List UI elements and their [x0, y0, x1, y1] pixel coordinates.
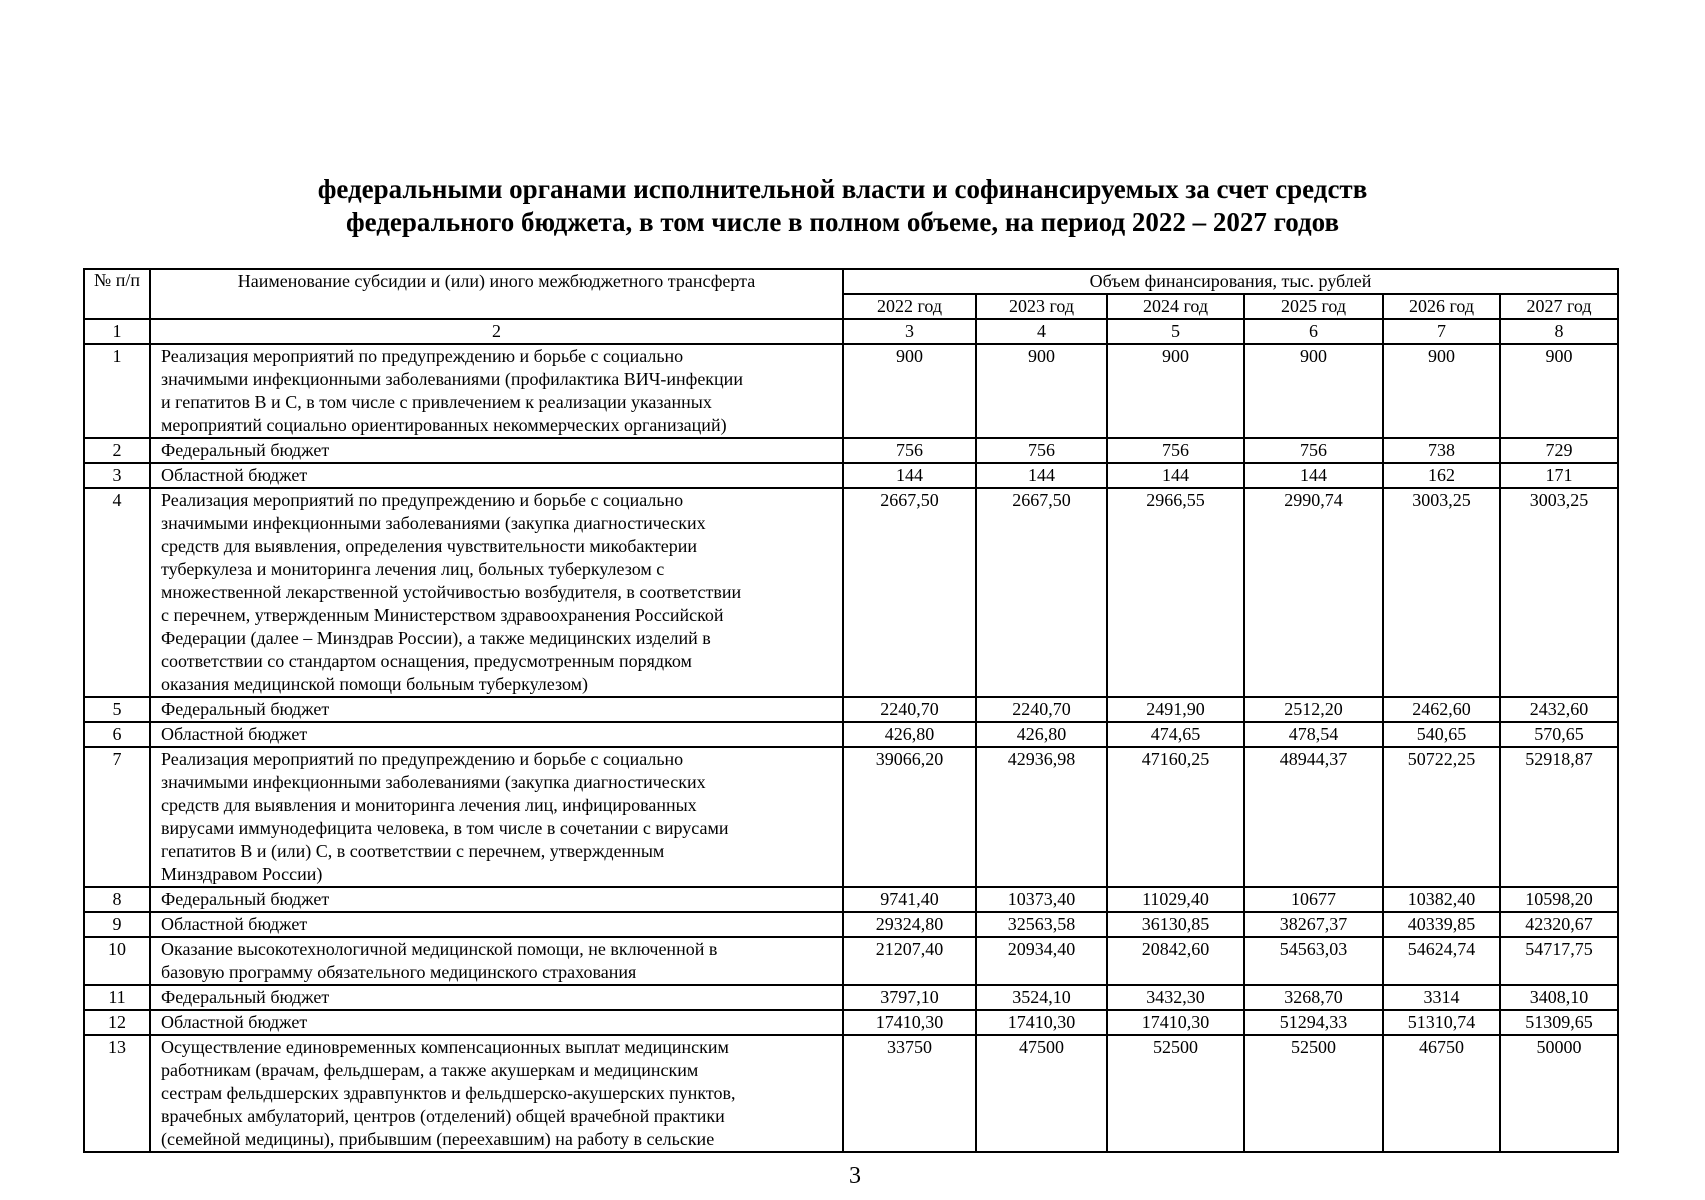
row-number: 5 — [84, 697, 150, 722]
transfer-name-line: множественной лекарственной устойчивостью возбудителя, в соответствии — [161, 582, 742, 602]
transfer-name-line: Областной бюджет — [161, 1012, 308, 1032]
funding-value: 11029,40 — [1107, 887, 1244, 912]
header-year: 2022 год — [843, 294, 976, 319]
funding-value: 54624,74 — [1383, 937, 1500, 985]
row-number: 3 — [84, 463, 150, 488]
transfer-name-line: оказания медицинской помощи больным туберкулезом) — [161, 674, 589, 694]
transfer-name — [150, 985, 843, 1010]
funding-value: 144 — [976, 463, 1107, 488]
transfer-name — [150, 937, 843, 985]
funding-value: 46750 — [1383, 1035, 1500, 1152]
funding-value: 162 — [1383, 463, 1500, 488]
funding-value: 39066,20 — [843, 747, 976, 887]
transfer-name — [150, 722, 843, 747]
funding-value: 3408,10 — [1500, 985, 1618, 1010]
transfer-name-line: (семейной медицины), прибывшим (переехавшим) на работу в сельские — [161, 1129, 715, 1149]
transfer-name-line: мероприятий социально ориентированных некоммерческих организаций) — [161, 415, 727, 435]
transfer-name-line: Реализация мероприятий по предупреждению и борьбе с социально — [161, 346, 684, 366]
funding-value: 426,80 — [976, 722, 1107, 747]
funding-value: 3003,25 — [1500, 488, 1618, 697]
funding-value: 756 — [843, 438, 976, 463]
row-number: 13 — [84, 1035, 150, 1152]
transfer-name-line: Федеральный бюджет — [161, 440, 330, 460]
funding-value: 17410,30 — [843, 1010, 976, 1035]
funding-value: 2512,20 — [1244, 697, 1383, 722]
funding-value: 2462,60 — [1383, 697, 1500, 722]
transfer-name-line: базовую программу обязательного медицинского страхования — [161, 962, 637, 982]
column-number: 2 — [150, 319, 843, 344]
funding-value: 20842,60 — [1107, 937, 1244, 985]
header-year: 2024 год — [1107, 294, 1244, 319]
funding-value: 51310,74 — [1383, 1010, 1500, 1035]
transfer-name-line: значимыми инфекционными заболеваниями (профилактика ВИЧ-инфекции — [161, 369, 743, 389]
transfer-name-line: Федерации (далее – Минздрав России), а также медицинских изделий в — [161, 628, 711, 648]
funding-value: 51294,33 — [1244, 1010, 1383, 1035]
transfer-name-line: врачебных амбулаторий, центров (отделений) общей врачебной практики — [161, 1106, 725, 1126]
funding-value: 54717,75 — [1500, 937, 1618, 985]
transfer-name-line: с перечнем, утвержденным Министерством здравоохранения Российской — [161, 605, 724, 625]
table-row — [84, 1035, 1618, 1152]
funding-value: 10382,40 — [1383, 887, 1500, 912]
funding-value: 52500 — [1244, 1035, 1383, 1152]
funding-value: 540,65 — [1383, 722, 1500, 747]
transfer-name-line: средств для выявления и мониторинга лечения лиц, инфицированных — [161, 795, 697, 815]
column-number: 6 — [1244, 319, 1383, 344]
funding-value: 47160,25 — [1107, 747, 1244, 887]
funding-value: 2667,50 — [976, 488, 1107, 697]
header-funding: Объем финансирования, тыс. рублей — [843, 269, 1618, 294]
transfer-name-line: Реализация мероприятий по предупреждению и борьбе с социально — [161, 749, 684, 769]
transfer-name — [150, 697, 843, 722]
transfer-name — [150, 438, 843, 463]
funding-value: 478,54 — [1244, 722, 1383, 747]
row-number: 2 — [84, 438, 150, 463]
row-number: 9 — [84, 912, 150, 937]
header-year: 2025 год — [1244, 294, 1383, 319]
table-row — [84, 697, 1618, 722]
funding-value: 570,65 — [1500, 722, 1618, 747]
funding-value: 17410,30 — [976, 1010, 1107, 1035]
row-number: 8 — [84, 887, 150, 912]
row-number: 4 — [84, 488, 150, 697]
transfer-name-line: и гепатитов В и С, в том числе с привлечением к реализации указанных — [161, 392, 712, 412]
funding-value: 32563,58 — [976, 912, 1107, 937]
funding-value: 144 — [1107, 463, 1244, 488]
funding-value: 2966,55 — [1107, 488, 1244, 697]
funding-value: 3432,30 — [1107, 985, 1244, 1010]
funding-value: 900 — [1107, 344, 1244, 438]
funding-value: 900 — [1500, 344, 1618, 438]
funding-value: 42320,67 — [1500, 912, 1618, 937]
funding-value: 2240,70 — [976, 697, 1107, 722]
row-number: 6 — [84, 722, 150, 747]
transfer-name-line: средств для выявления, определения чувствительности микобактерии — [161, 536, 698, 556]
row-number: 10 — [84, 937, 150, 985]
table-row — [84, 985, 1618, 1010]
funding-value: 756 — [1244, 438, 1383, 463]
transfer-name-line: значимыми инфекционными заболеваниями (закупка диагностических — [161, 513, 706, 533]
funding-value: 900 — [843, 344, 976, 438]
transfer-name-line: работникам (врачам, фельдшерам, а также акушеркам и медицинским — [161, 1060, 699, 1080]
transfer-name-line: туберкулеза и мониторинга лечения лиц, больных туберкулезом с — [161, 559, 665, 579]
header-name: Наименование субсидии и (или) иного межбюджетного трансферта — [150, 269, 843, 319]
transfer-name-line: Оказание высокотехнологичной медицинской помощи, не включенной в — [161, 939, 718, 959]
table-row — [84, 344, 1618, 438]
funding-value: 756 — [976, 438, 1107, 463]
document-title-line-1: федеральными органами исполнительной власти и софинансируемых за счет средств — [317, 174, 1368, 204]
transfer-name — [150, 344, 843, 438]
funding-value: 171 — [1500, 463, 1618, 488]
table-row — [84, 937, 1618, 985]
column-number: 8 — [1500, 319, 1618, 344]
column-number: 4 — [976, 319, 1107, 344]
transfer-name-line: Федеральный бюджет — [161, 889, 330, 909]
transfer-name-line: вирусами иммунодефицита человека, в том числе в сочетании с вирусами — [161, 818, 729, 838]
transfer-name-line: Федеральный бюджет — [161, 987, 330, 1007]
funding-value: 36130,85 — [1107, 912, 1244, 937]
funding-value: 3268,70 — [1244, 985, 1383, 1010]
funding-value: 21207,40 — [843, 937, 976, 985]
header-row-1 — [84, 269, 1618, 294]
funding-value: 3524,10 — [976, 985, 1107, 1010]
funding-value: 3797,10 — [843, 985, 976, 1010]
funding-value: 52500 — [1107, 1035, 1244, 1152]
funding-value: 426,80 — [843, 722, 976, 747]
funding-value: 9741,40 — [843, 887, 976, 912]
funding-value: 38267,37 — [1244, 912, 1383, 937]
table-row — [84, 887, 1618, 912]
funding-value: 3314 — [1383, 985, 1500, 1010]
row-number: 12 — [84, 1010, 150, 1035]
transfer-name-line: Федеральный бюджет — [161, 699, 330, 719]
transfer-name — [150, 887, 843, 912]
column-number: 5 — [1107, 319, 1244, 344]
funding-value: 20934,40 — [976, 937, 1107, 985]
page-number: 3 — [849, 1163, 861, 1189]
funding-value: 52918,87 — [1500, 747, 1618, 887]
transfer-name-line: Областной бюджет — [161, 724, 308, 744]
transfer-name — [150, 1035, 843, 1152]
funding-value: 51309,65 — [1500, 1010, 1618, 1035]
funding-value: 10373,40 — [976, 887, 1107, 912]
funding-value: 2491,90 — [1107, 697, 1244, 722]
transfer-name-line: Осуществление единовременных компенсационных выплат медицинским — [161, 1037, 729, 1057]
column-number: 7 — [1383, 319, 1500, 344]
row-number: 7 — [84, 747, 150, 887]
header-year: 2027 год — [1500, 294, 1618, 319]
document-title-line-2: федерального бюджета, в том числе в полном объеме, на период 2022 – 2027 годов — [345, 207, 1340, 237]
funding-value: 738 — [1383, 438, 1500, 463]
table-row — [84, 747, 1618, 887]
transfer-name-line: Реализация мероприятий по предупреждению и борьбе с социально — [161, 490, 684, 510]
funding-value: 900 — [1244, 344, 1383, 438]
funding-value: 2240,70 — [843, 697, 976, 722]
transfer-name-line: сестрам фельдшерских здравпунктов и фельдшерско-акушерских пунктов, — [161, 1083, 736, 1103]
transfer-name — [150, 912, 843, 937]
header-year: 2026 год — [1383, 294, 1500, 319]
table-body — [84, 269, 1618, 1152]
table-row — [84, 722, 1618, 747]
funding-value: 17410,30 — [1107, 1010, 1244, 1035]
funding-value: 47500 — [976, 1035, 1107, 1152]
table-row — [84, 438, 1618, 463]
column-number: 1 — [84, 319, 150, 344]
header-year: 2023 год — [976, 294, 1107, 319]
funding-value: 2667,50 — [843, 488, 976, 697]
transfer-name-line: значимыми инфекционными заболеваниями (закупка диагностических — [161, 772, 706, 792]
transfer-name — [150, 1010, 843, 1035]
transfer-name-line: Областной бюджет — [161, 465, 308, 485]
transfer-name — [150, 747, 843, 887]
funding-value: 10598,20 — [1500, 887, 1618, 912]
funding-value: 2432,60 — [1500, 697, 1618, 722]
column-number-row — [84, 319, 1618, 344]
transfer-name-line: гепатитов В и (или) С, в соответствии с перечнем, утвержденным — [161, 841, 665, 861]
funding-value: 40339,85 — [1383, 912, 1500, 937]
transfer-name-line: Минздравом России) — [161, 864, 323, 884]
table-row — [84, 463, 1618, 488]
funding-value: 900 — [1383, 344, 1500, 438]
row-number: 1 — [84, 344, 150, 438]
funding-value: 144 — [843, 463, 976, 488]
funding-value: 729 — [1500, 438, 1618, 463]
funding-value: 50000 — [1500, 1035, 1618, 1152]
financing-table — [83, 268, 1619, 1153]
funding-value: 3003,25 — [1383, 488, 1500, 697]
row-number: 11 — [84, 985, 150, 1010]
funding-value: 54563,03 — [1244, 937, 1383, 985]
funding-value: 29324,80 — [843, 912, 976, 937]
funding-value: 144 — [1244, 463, 1383, 488]
funding-value: 50722,25 — [1383, 747, 1500, 887]
funding-value: 10677 — [1244, 887, 1383, 912]
column-number: 3 — [843, 319, 976, 344]
funding-value: 48944,37 — [1244, 747, 1383, 887]
funding-value: 900 — [976, 344, 1107, 438]
funding-value: 2990,74 — [1244, 488, 1383, 697]
table-row — [84, 912, 1618, 937]
table-row — [84, 1010, 1618, 1035]
transfer-name-line: Областной бюджет — [161, 914, 308, 934]
header-number: № п/п — [84, 269, 150, 319]
transfer-name — [150, 463, 843, 488]
funding-value: 33750 — [843, 1035, 976, 1152]
funding-value: 756 — [1107, 438, 1244, 463]
transfer-name — [150, 488, 843, 697]
transfer-name-line: соответствии со стандартом оснащения, предусмотренным порядком — [161, 651, 692, 671]
funding-value: 42936,98 — [976, 747, 1107, 887]
table-row — [84, 488, 1618, 697]
funding-value: 474,65 — [1107, 722, 1244, 747]
